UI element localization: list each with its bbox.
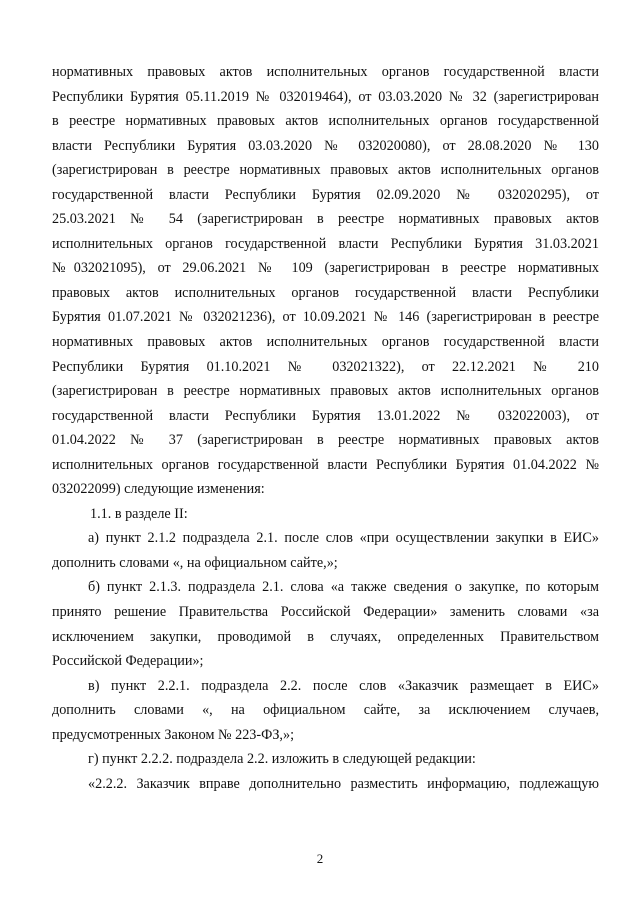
text-line: б) пункт 2.1.3. подраздела 2.1. слова «а также сведения о закупке, по которым xyxy=(88,579,599,596)
text-line: принято решение Правительства Российской Федерации» заменить словами «за xyxy=(52,604,599,621)
text-line: исключением закупки, проводимой в случаях, определенных Правительством xyxy=(52,628,599,645)
page-number: 2 xyxy=(316,851,324,866)
text-line: 032022099) следующие изменения: xyxy=(52,481,265,498)
text-line: Бурятия 01.07.2021 № 032021236), от 10.09.2021 № 146 (зарегистрирован в реестре xyxy=(52,309,599,326)
text-line: «2.2.2. Заказчик вправе дополнительно разместить информацию, подлежащую xyxy=(88,775,599,792)
text-line: №032021095), от 29.06.2021 № 109 (зарегистрирован в реестре нормативных xyxy=(52,260,599,277)
text-line: власти Республики Бурятия 03.03.2020 № 032020080), от 28.08.2020 № 130 xyxy=(52,137,599,154)
text-line: в реестре нормативных правовых актов исполнительных органов государственной xyxy=(52,113,599,130)
text-line: нормативных правовых актов исполнительных органов государственной власти xyxy=(52,64,599,80)
text-line: Российской Федерации»; xyxy=(52,653,204,670)
text-line: предусмотренных Законом № 223-ФЗ,»; xyxy=(52,726,295,743)
text-line: (зарегистрирован в реестре нормативных правовых актов исполнительных органов xyxy=(52,162,599,179)
text-line: 1.1. в разделе II: xyxy=(90,505,188,522)
text-line: г) пункт 2.2.2. подраздела 2.2. изложить в следующей редакции: xyxy=(88,751,476,768)
text-line: 25.03.2021 № 54 (зарегистрирован в реестре нормативных правовых актов xyxy=(52,211,599,228)
text-line: (зарегистрирован в реестре нормативных правовых актов исполнительных органов xyxy=(52,383,599,400)
text-line: нормативных правовых актов исполнительных органов государственной власти xyxy=(52,334,599,351)
text-line: 01.04.2022 № 37 (зарегистрирован в реестре нормативных правовых актов xyxy=(52,432,599,449)
text-line: государственной власти Республики Бурятия 02.09.2020 № 032020295), от xyxy=(52,186,599,203)
text-line: в) пункт 2.2.1. подраздела 2.2. после слов «Заказчик размещает в ЕИС» xyxy=(88,677,599,694)
text-line: исполнительных органов государственной власти Республики Бурятия 31.03.2021 xyxy=(52,235,599,252)
text-line: Республики Бурятия 01.10.2021 № 032021322), от 22.12.2021 № 210 xyxy=(52,358,599,375)
document-body xyxy=(52,60,599,796)
text-line: дополнить словами «, на официальном сайте,»; xyxy=(52,554,338,571)
text-line: а) пункт 2.1.2 подраздела 2.1. после слов «при осуществлении закупки в ЕИС» xyxy=(88,530,599,547)
text-line: правовых актов исполнительных органов государственной власти Республики xyxy=(52,284,599,301)
text-line: Республики Бурятия 05.11.2019 № 032019464), от 03.03.2020 № 32 (зарегистрирован xyxy=(52,88,599,105)
text-line: дополнить словами «, на официальном сайте, за исключением случаев, xyxy=(52,702,599,719)
text-line: исполнительных органов государственной власти Республики Бурятия 01.04.2022 № xyxy=(52,456,599,473)
text-line: государственной власти Республики Бурятия 13.01.2022 № 032022003), от xyxy=(52,407,599,424)
